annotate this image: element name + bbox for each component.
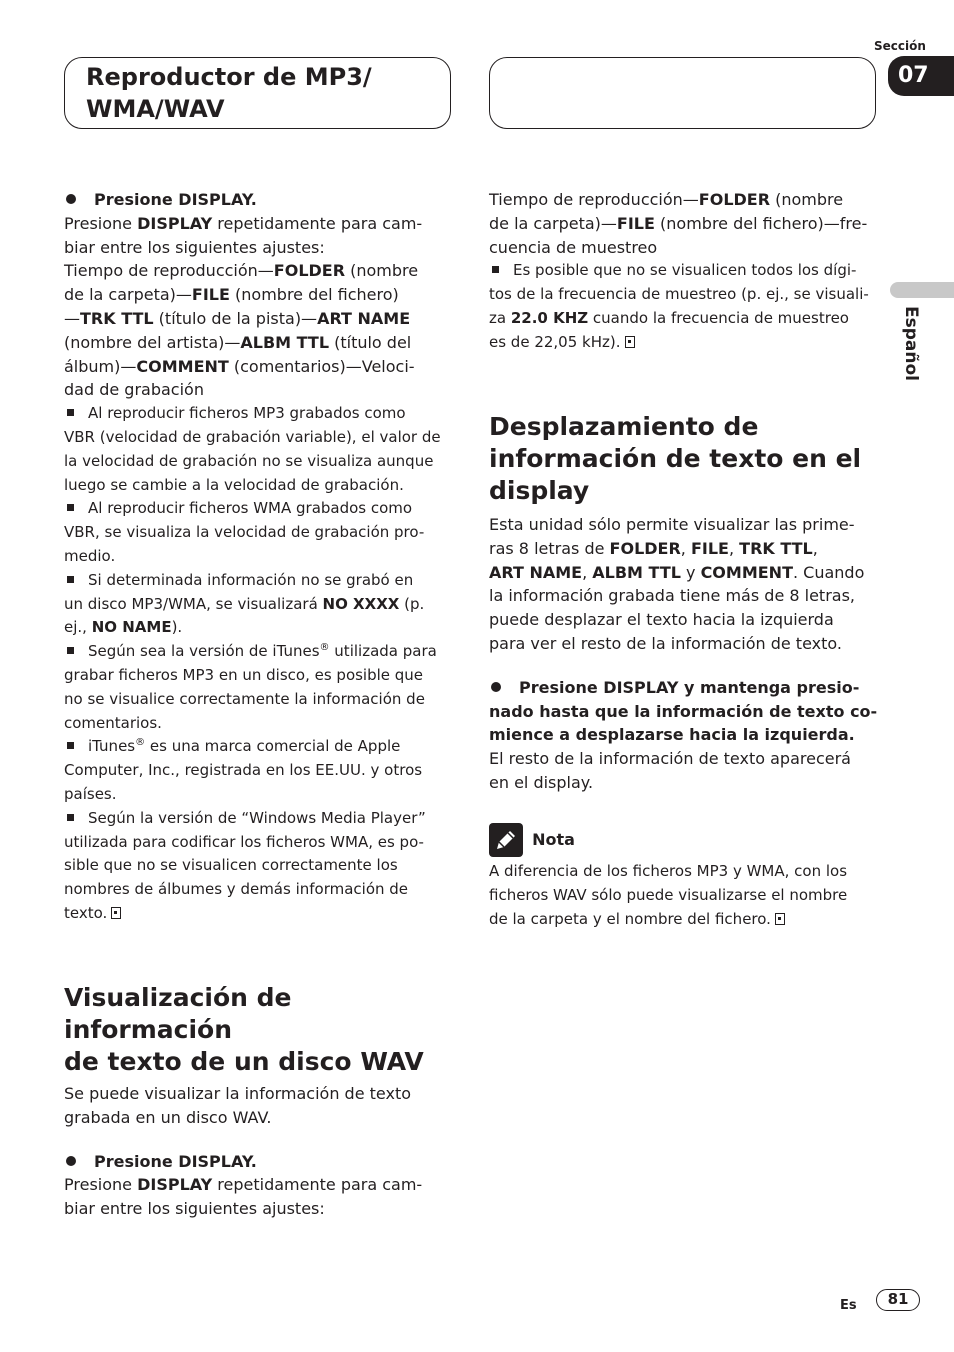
press-display-step-1: Presione DISPLAY. — [64, 188, 454, 212]
scroll-section-heading: Desplazamiento de información de texto en el display — [489, 412, 862, 505]
note-square-icon — [492, 266, 499, 273]
note-sampling-frequency: Es posible que no se visualicen todos los dígi- tos de la frecuencia de muestreo (p. ej., se visuali- za 22.0 KHZ cuando la frecuencia de muestreo es de 22,05 kHz). — [489, 261, 869, 351]
bullet-icon — [66, 194, 76, 204]
nota-label: Nota — [532, 829, 575, 849]
note-itunes-trademark: iTunes® es una marca comercial de Apple Computer, Inc., registrada en los EE.UU. y otros países. — [64, 737, 423, 803]
nota-header — [489, 822, 889, 858]
bullet-icon — [491, 682, 501, 692]
header-title-line2: WMA/WAV — [86, 95, 225, 123]
header-title — [86, 61, 372, 125]
note-windows-media-player: Según la versión de “Windows Media Player” utilizada para codificar los ficheros WMA, es po- sible que no se visualicen correctamente los nombres de álbumes y demás información de texto. — [64, 808, 426, 922]
section-label: Sección — [874, 39, 926, 53]
header-empty-box — [489, 57, 876, 129]
note-square-icon — [67, 576, 74, 583]
scroll-section — [489, 411, 889, 795]
press-hold-step: Presione DISPLAY y mantenga presio- nado hasta que la información de texto co- mience a desplazarse hacia la izquierda. — [489, 677, 878, 745]
language-tab-bar — [890, 282, 954, 298]
note-square-icon — [67, 409, 74, 416]
language-label: Español — [901, 306, 921, 381]
left-column — [64, 188, 454, 926]
page-number: 81 — [876, 1289, 920, 1311]
note-vbr-mp3: Al reproducir ficheros MP3 grabados como VBR (velocidad de grabación variable), el valor de la velocidad de grabación no se visualiza aunque luego se cambie a la velocidad de grabación. — [64, 404, 441, 494]
end-mark-icon — [775, 913, 785, 925]
wav-display-sequence: Tiempo de reproducción—FOLDER (nombre de la carpeta)—FILE (nombre del fichero)—fre- cuencia de muestreo — [489, 190, 868, 257]
note-square-icon — [67, 504, 74, 511]
header-title-line1: Reproductor de MP3/ — [86, 63, 372, 91]
note-square-icon — [67, 742, 74, 749]
footer-lang-code: Es — [840, 1298, 857, 1313]
nota-text: A diferencia de los ficheros MP3 y WMA, con los ficheros WAV sólo puede visualizarse el nombre de la carpeta y el nombre del fichero. — [489, 862, 848, 928]
note-pencil-icon — [489, 823, 523, 857]
mp3-display-sequence: Tiempo de reproducción—FOLDER (nombre de la carpeta)—FILE (nombre del fichero) —TRK TTL (título de la pista)—ART NAME (nombre del artista)—ALBM TTL (título del álbum)—COMMENT (comentarios)—Veloci- dad de grabación — [64, 261, 419, 400]
end-mark-icon — [111, 907, 121, 919]
wav-section — [64, 982, 454, 1221]
nota-block — [489, 822, 889, 931]
language-tab — [890, 306, 940, 406]
press-display-step-2: Presione DISPLAY. — [64, 1150, 454, 1174]
end-mark-icon — [625, 336, 635, 348]
scroll-intro: Esta unidad sólo permite visualizar las prime- ras 8 letras de FOLDER, FILE, TRK TTL, ART NAME, ALBM TTL y COMMENT. Cuando la información grabada tiene más de 8 letras, puede desplazar el texto hacia la izquierda para ver el resto de la información de texto. — [489, 515, 865, 653]
note-itunes-version: Según sea la versión de iTunes® utilizada para grabar ficheros MP3 en un disco, es posible que no se visualice correctamente la información de comentarios. — [64, 642, 437, 732]
press-hold-desc: El resto de la información de texto aparecerá en el display. — [489, 749, 851, 792]
section-number: 07 — [888, 56, 954, 96]
wav-section-heading: Visualización de información de texto de un disco WAV — [64, 983, 424, 1076]
right-column-top — [489, 188, 889, 355]
press-display-desc-1: Presione DISPLAY repetidamente para cam- biar entre los siguientes ajustes: — [64, 213, 423, 257]
press-display-desc-2: Presione DISPLAY repetidamente para cam- biar entre los siguientes ajustes: — [64, 1175, 423, 1219]
note-no-info: Si determinada información no se grabó en un disco MP3/WMA, se visualizará NO XXXX (p. ej., NO NAME). — [64, 570, 425, 637]
note-vbr-wma: Al reproducir ficheros WMA grabados como VBR, se visualiza la velocidad de grabación pro- medio. — [64, 499, 425, 565]
bullet-icon — [66, 1156, 76, 1166]
note-square-icon — [67, 647, 74, 654]
wav-intro: Se puede visualizar la información de texto grabada en un disco WAV. — [64, 1084, 412, 1127]
note-square-icon — [67, 814, 74, 821]
